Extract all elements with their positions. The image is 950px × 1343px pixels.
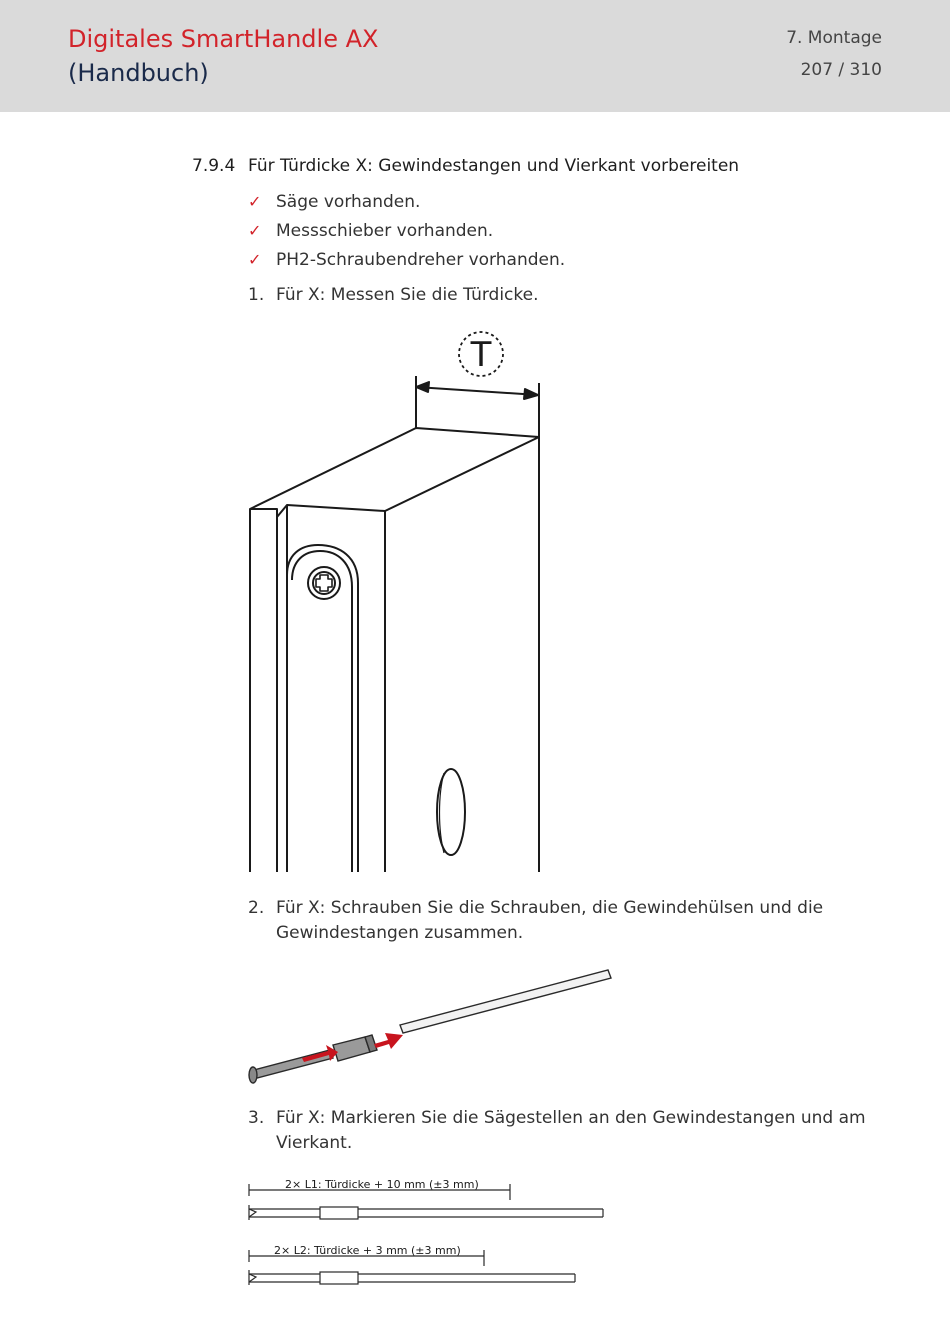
rod-l1-label: 2× L1: Türdicke + 10 mm (±3 mm) [285,1178,479,1191]
page-header [0,0,950,112]
section-title: Für Türdicke X: Gewindestangen und Vierkant vorbereiten [248,156,740,176]
door-thickness-label: T [470,335,492,375]
step-text: Für X: Schrauben Sie die Schrauben, die Gewindehülsen und die Gewindestangen zusammen. [276,898,824,943]
rod-l2-label: 2× L2: Türdicke + 3 mm (±3 mm) [274,1244,461,1257]
door-thickness-figure [240,325,560,880]
list-item: ✓ Säge vorhanden. [248,192,421,212]
chapter-label: 7. Montage [786,28,882,48]
rod-assembly-figure [240,960,620,1090]
document-title: Digitales SmartHandle AX [68,25,379,53]
section-number: 7.9.4 [192,156,236,176]
step-text: Für X: Messen Sie die Türdicke. [276,285,539,305]
step-text: Für X: Markieren Sie die Sägestellen an den Gewindestangen und am Vierkant. [276,1108,866,1153]
list-item: ✓ PH2-Schraubendreher vorhanden. [248,250,566,270]
checkmark-icon: ✓ [248,192,262,211]
list-item: ✓ Messschieber vorhanden. [248,221,494,241]
cut-length-figure [240,1170,620,1295]
step-number: 2. [248,898,265,918]
section-heading [192,156,739,176]
prerequisite-list [248,190,565,277]
page-number: 207 / 310 [800,60,882,80]
step-number: 3. [248,1108,265,1128]
checkmark-icon: ✓ [248,221,262,240]
document-subtitle: (Handbuch) [68,59,209,87]
checkmark-icon: ✓ [248,250,262,269]
step-number: 1. [248,285,265,305]
